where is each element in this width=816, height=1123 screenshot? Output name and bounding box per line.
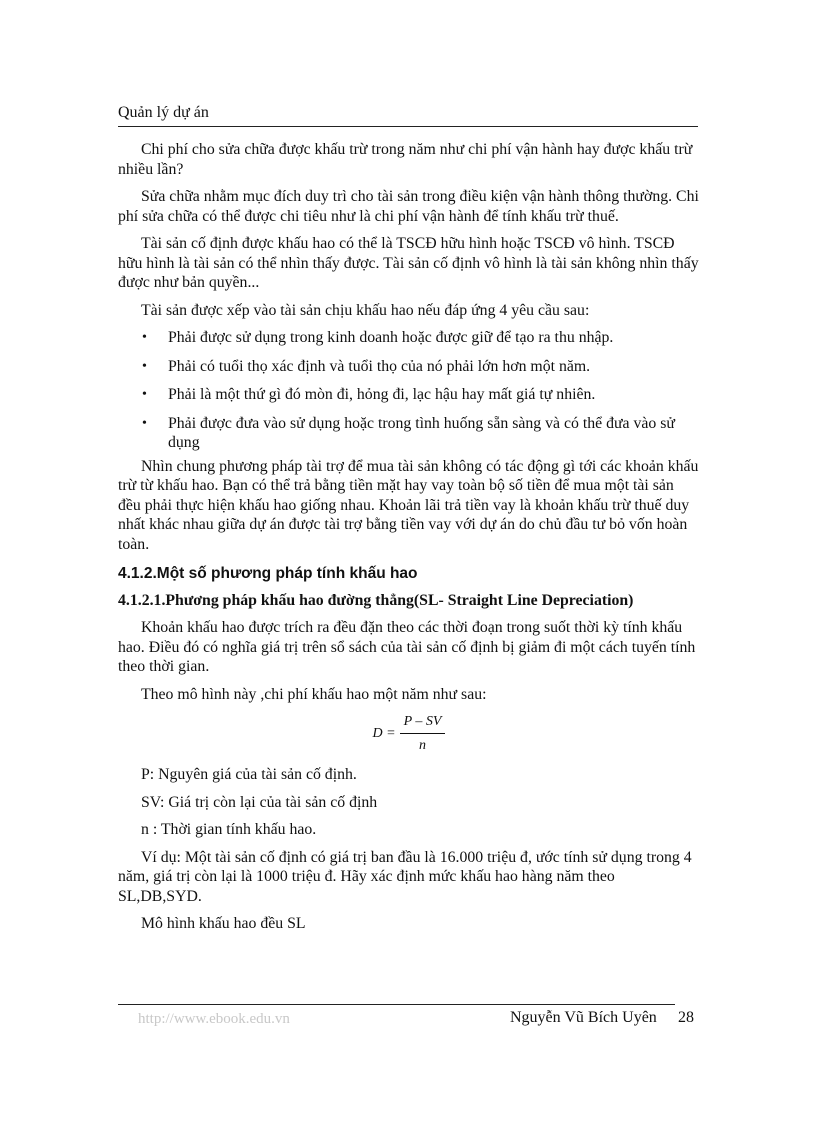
list-item-text: Phải có tuổi thọ xác định và tuổi thọ của nó phải lớn hơn một năm. bbox=[168, 357, 591, 375]
definition-line: P: Nguyên giá của tài sản cố định. bbox=[141, 766, 357, 783]
footer-divider bbox=[118, 1004, 675, 1005]
list-item bbox=[118, 385, 700, 405]
paragraph: Nhìn chung phương pháp tài trợ để mua tài sản không có tác động gì tới các khoản khấu trừ từ khấu hao. Bạn có thể trả bằng tiền mặt hay vay toàn bộ số tiền để mua một tài sản đều phải thực hiện khấu hao giống nhau. Khoản lãi trả tiền vay là khoản khấu trừ thuế duy nhất khác nhau giữa dự án được tài trợ bằng tiền vay với dự án do chủ đầu tư bỏ vốn hoàn toàn. bbox=[118, 457, 699, 553]
formula-denominator: n bbox=[419, 737, 427, 753]
bullet-icon: • bbox=[142, 330, 147, 345]
list-item-text: Phải được đưa vào sử dụng hoặc trong tình huống sẵn sàng và có thể đưa vào sử dụng bbox=[168, 414, 675, 451]
requirements-list bbox=[118, 328, 700, 453]
paragraph: Tài sản cố định được khấu hao có thể là TSCĐ hữu hình hoặc TSCĐ vô hình. TSCĐ hữu hình là tài sản có thể nhìn thấy được. Tài sản cố định vô hình là tài sản không nhìn thấy được như bản quyền... bbox=[118, 235, 699, 291]
bullet-icon: • bbox=[142, 387, 147, 402]
list-item bbox=[118, 414, 700, 453]
paragraph: Theo mô hình này ,chi phí khấu hao một năm như sau: bbox=[141, 685, 487, 703]
bullet-icon: • bbox=[142, 415, 147, 431]
paragraph: Chi phí cho sửa chữa được khấu trừ trong năm như chi phí vận hành hay được khấu trừ nhiều lần? bbox=[118, 141, 693, 178]
subsection-heading: 4.1.2.1.Phương pháp khấu hao đường thẳng(SL- Straight Line Depreciation) bbox=[118, 592, 634, 609]
list-item-text: Phải là một thứ gì đó mòn đi, hỏng đi, lạc hậu hay mất giá tự nhiên. bbox=[168, 386, 596, 403]
definition-line: n : Thời gian tính khấu hao. bbox=[141, 821, 317, 838]
list-item-text: Phải được sử dụng trong kinh doanh hoặc được giữ để tạo ra thu nhập. bbox=[168, 329, 614, 346]
paragraph: Tài sản được xếp vào tài sản chịu khấu hao nếu đáp ứng 4 yêu cầu sau: bbox=[141, 301, 590, 319]
paragraph: Sửa chữa nhằm mục đích duy trì cho tài sản trong điều kiện vận hành thông thường. Chi phí sửa chữa có thể được chi tiêu như là chi phí vận hành để tính khấu trừ thuế. bbox=[118, 188, 699, 225]
footer-url: http://www.ebook.edu.vn bbox=[138, 1011, 290, 1027]
bullet-icon: • bbox=[142, 358, 147, 374]
formula-fraction bbox=[400, 712, 446, 755]
list-item bbox=[118, 328, 700, 348]
formula-lhs: D = bbox=[372, 725, 396, 741]
closing-line: Mô hình khấu hao đều SL bbox=[141, 915, 306, 932]
list-item bbox=[118, 357, 700, 377]
running-header: Quản lý dự án bbox=[118, 104, 698, 127]
example-paragraph: Ví dụ: Một tài sản cố định có giá trị ban đầu là 16.000 triệu đ, ước tính sử dụng trong 4 năm, giá trị còn lại là 1000 triệu đ. Hãy xác định mức khấu hao hàng năm theo SL,DB,SYD. bbox=[118, 848, 692, 905]
body-text bbox=[118, 140, 700, 942]
definition-line: SV: Giá trị còn lại của tài sản cố định bbox=[141, 793, 378, 811]
section-heading: 4.1.2.Một số phương pháp tính khấu hao bbox=[118, 565, 418, 582]
footer-author: Nguyễn Vũ Bích Uyên bbox=[510, 1009, 657, 1026]
paragraph: Khoản khấu hao được trích ra đều đặn theo các thời đoạn trong suốt thời kỳ tính khấu hao. Điều đó có nghĩa giá trị trên sổ sách của tài sản cố định bị giảm đi một cách tuyến tính theo thời gian. bbox=[118, 619, 696, 675]
page-number: 28 bbox=[678, 1009, 694, 1026]
depreciation-formula bbox=[118, 712, 700, 755]
formula-numerator: P – SV bbox=[400, 712, 446, 734]
